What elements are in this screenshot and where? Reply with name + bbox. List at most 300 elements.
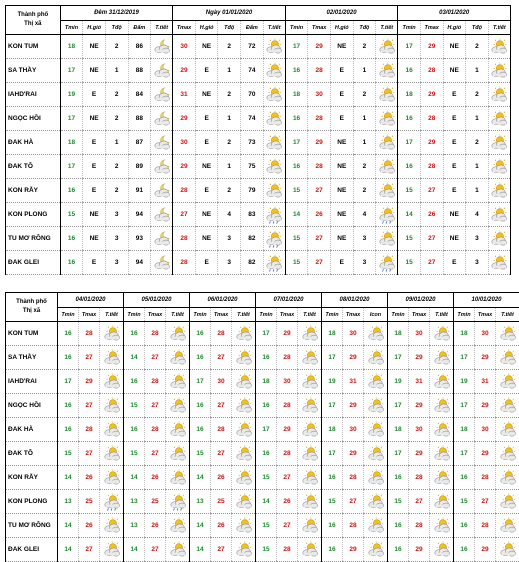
sun-cloud-icon xyxy=(498,349,518,366)
value-cell: 28 xyxy=(308,155,331,179)
value-cell: 27 xyxy=(475,490,496,514)
value-cell: 1 xyxy=(353,107,376,131)
value-cell: 29 xyxy=(409,346,430,370)
sun-cloud-icon xyxy=(432,517,452,534)
weather-icon-cell xyxy=(488,203,510,227)
weather-icon-cell xyxy=(430,538,454,562)
date-header: 06/01/2020 xyxy=(190,293,256,308)
weather-icon-cell xyxy=(298,442,322,466)
value-cell: 72 xyxy=(241,35,264,59)
value-cell: 17 xyxy=(60,155,83,179)
value-cell: NE xyxy=(443,59,466,83)
value-cell: 15 xyxy=(285,227,308,251)
weather-icon-cell xyxy=(376,203,398,227)
value-cell: 19 xyxy=(454,370,475,394)
value-cell: E xyxy=(443,179,466,203)
weather-icon-cell xyxy=(376,179,398,203)
value-cell: 88 xyxy=(128,107,151,131)
value-cell: 26 xyxy=(79,466,100,490)
table-row xyxy=(6,442,519,466)
value-cell: E xyxy=(83,155,106,179)
value-cell: E xyxy=(443,131,466,155)
value-cell: 17 xyxy=(190,370,211,394)
value-cell: 2 xyxy=(105,107,128,131)
weather-icon-cell xyxy=(298,490,322,514)
sun-cloud-icon xyxy=(168,421,188,438)
weather-icon-cell xyxy=(364,346,388,370)
sun-cloud-icon xyxy=(432,349,452,366)
sun-cloud-icon xyxy=(102,517,122,534)
value-cell: 30 xyxy=(475,418,496,442)
sun-cloud-icon xyxy=(366,517,386,534)
value-cell: 17 xyxy=(58,370,79,394)
value-cell: 25 xyxy=(145,490,166,514)
value-cell: 27 xyxy=(308,251,331,275)
weather-icon-cell xyxy=(298,346,322,370)
value-cell: NE xyxy=(195,227,218,251)
value-cell: 17 xyxy=(256,418,277,442)
value-cell: 1 xyxy=(218,155,241,179)
value-cell: 17 xyxy=(454,442,475,466)
value-cell: 2 xyxy=(218,83,241,107)
weather-icon-cell xyxy=(151,59,173,83)
value-cell: 16 xyxy=(60,251,83,275)
value-cell: 17 xyxy=(285,131,308,155)
value-cell: 1 xyxy=(105,59,128,83)
value-cell: 15 xyxy=(58,442,79,466)
weather-icon-cell xyxy=(232,442,256,466)
weather-icon-cell xyxy=(100,466,124,490)
sun-cloud-icon xyxy=(102,421,122,438)
column-label: T.tiết xyxy=(263,21,285,35)
value-cell: 13 xyxy=(58,490,79,514)
value-cell: NE xyxy=(330,203,353,227)
weather-icon-cell xyxy=(263,179,285,203)
table-row xyxy=(6,514,519,538)
weather-icon-cell xyxy=(430,370,454,394)
value-cell: 26 xyxy=(211,514,232,538)
sun-cloud-icon xyxy=(300,469,320,486)
sun-cloud-icon xyxy=(168,445,188,462)
value-cell: 17 xyxy=(322,394,343,418)
weather-icon-cell xyxy=(376,35,398,59)
value-cell: 16 xyxy=(58,346,79,370)
weather-icon-cell xyxy=(100,370,124,394)
rain-sun-icon xyxy=(168,493,188,510)
sun-cloud-icon xyxy=(366,541,386,558)
date-header: 04/01/2020 xyxy=(58,293,124,308)
column-label: Tđộ xyxy=(466,21,489,35)
value-cell: 17 xyxy=(388,394,409,418)
city-name: ĐAK GLEI xyxy=(6,251,61,275)
value-cell: 2 xyxy=(105,35,128,59)
value-cell: 1 xyxy=(218,107,241,131)
value-cell: 30 xyxy=(409,418,430,442)
value-cell: E xyxy=(195,107,218,131)
table-row xyxy=(6,370,519,394)
value-cell: 18 xyxy=(60,131,83,155)
weather-icon-cell xyxy=(376,251,398,275)
date-header: 02/01/2020 xyxy=(285,6,398,21)
value-cell: 25 xyxy=(79,490,100,514)
weather-icon-cell xyxy=(488,35,510,59)
rain-sun-icon xyxy=(377,254,397,271)
sun-cloud-icon xyxy=(498,517,518,534)
value-cell: E xyxy=(195,251,218,275)
sun-cloud-icon xyxy=(300,373,320,390)
value-cell: 1 xyxy=(466,179,489,203)
value-cell: 29 xyxy=(173,107,196,131)
weather-icon-cell xyxy=(151,227,173,251)
value-cell: 30 xyxy=(308,83,331,107)
date-header: 05/01/2020 xyxy=(124,293,190,308)
value-cell: 18 xyxy=(388,418,409,442)
column-label: Tmax xyxy=(343,308,364,322)
sun-cloud-icon xyxy=(234,325,254,342)
rain-sun-icon xyxy=(377,206,397,223)
value-cell: 29 xyxy=(409,538,430,562)
date-header: 07/01/2020 xyxy=(256,293,322,308)
column-label: T.tiết xyxy=(151,21,173,35)
weather-icon-cell xyxy=(151,179,173,203)
value-cell: 28 xyxy=(343,466,364,490)
value-cell: 16 xyxy=(124,418,145,442)
sun-cloud-icon xyxy=(498,469,518,486)
sun-cloud-icon xyxy=(168,373,188,390)
date-header: Ngày 01/01/2020 xyxy=(173,6,286,21)
value-cell: 29 xyxy=(475,394,496,418)
value-cell: 16 xyxy=(190,418,211,442)
weather-icon-cell xyxy=(298,418,322,442)
city-name: KON RẪY xyxy=(6,179,61,203)
value-cell: 74 xyxy=(241,107,264,131)
column-label: Đẩm xyxy=(241,21,264,35)
value-cell: 29 xyxy=(475,538,496,562)
table-row xyxy=(6,538,519,562)
weather-icon-cell xyxy=(166,370,190,394)
value-cell: 28 xyxy=(79,418,100,442)
value-cell: 16 xyxy=(454,538,475,562)
column-label: Tmin xyxy=(190,308,211,322)
weather-icon-cell xyxy=(488,131,510,155)
value-cell: 2 xyxy=(466,35,489,59)
weather-icon-cell xyxy=(263,131,285,155)
value-cell: 14 xyxy=(285,203,308,227)
weather-icon-cell xyxy=(430,346,454,370)
weather-icon-cell xyxy=(430,442,454,466)
value-cell: 15 xyxy=(60,203,83,227)
value-cell: 31 xyxy=(475,370,496,394)
value-cell: 93 xyxy=(128,227,151,251)
value-cell: 27 xyxy=(145,538,166,562)
column-label: Tmin xyxy=(388,308,409,322)
city-name: KON TUM xyxy=(6,35,61,59)
value-cell: 18 xyxy=(256,370,277,394)
sun-cloud-icon xyxy=(234,373,254,390)
table-row xyxy=(6,490,519,514)
sun-cloud-icon xyxy=(300,517,320,534)
column-label: Tmax xyxy=(211,308,232,322)
weather-icon-cell xyxy=(376,155,398,179)
value-cell: 29 xyxy=(277,418,298,442)
value-cell: 26 xyxy=(211,466,232,490)
value-cell: 2 xyxy=(218,179,241,203)
column-label: T.tiết xyxy=(430,308,454,322)
table-row xyxy=(6,107,511,131)
value-cell: 27 xyxy=(79,394,100,418)
value-cell: E xyxy=(195,179,218,203)
date-header: 10/01/2020 xyxy=(454,293,519,308)
sun-cloud-icon xyxy=(234,397,254,414)
value-cell: 19 xyxy=(388,370,409,394)
value-cell: E xyxy=(83,179,106,203)
sun-cloud-icon xyxy=(432,397,452,414)
value-cell: 27 xyxy=(211,394,232,418)
value-cell: E xyxy=(443,251,466,275)
weather-icon-cell xyxy=(232,322,256,346)
value-cell: 16 xyxy=(256,394,277,418)
value-cell: 16 xyxy=(256,346,277,370)
value-cell: 30 xyxy=(211,370,232,394)
value-cell: 16 xyxy=(322,538,343,562)
value-cell: 26 xyxy=(277,490,298,514)
value-cell: 28 xyxy=(173,227,196,251)
weather-icon-cell xyxy=(488,251,510,275)
value-cell: 28 xyxy=(277,538,298,562)
city-name: KON RẪY xyxy=(6,466,58,490)
weather-icon-cell xyxy=(263,155,285,179)
value-cell: 26 xyxy=(145,466,166,490)
value-cell: 17 xyxy=(454,394,475,418)
sun-cloud-icon xyxy=(498,493,518,510)
column-label: Đẩm xyxy=(128,21,151,35)
value-cell: 16 xyxy=(60,179,83,203)
column-label: Tmax xyxy=(145,308,166,322)
sun-cloud-icon xyxy=(168,397,188,414)
sun-cloud-icon xyxy=(489,206,509,223)
city-name: ĐAK GLEI xyxy=(6,538,58,562)
value-cell: E xyxy=(443,107,466,131)
value-cell: 83 xyxy=(241,203,264,227)
value-cell: 1 xyxy=(466,59,489,83)
weather-icon-cell xyxy=(496,418,519,442)
sun-cloud-icon xyxy=(489,110,509,127)
value-cell: 3 xyxy=(353,227,376,251)
value-cell: 28 xyxy=(420,107,443,131)
weather-icon-cell xyxy=(100,514,124,538)
column-label: Tmax xyxy=(173,21,196,35)
sun-cloud-icon xyxy=(300,325,320,342)
weather-icon-cell xyxy=(430,466,454,490)
value-cell: 26 xyxy=(308,203,331,227)
weather-icon-cell xyxy=(496,322,519,346)
column-label: Tmin xyxy=(285,21,308,35)
sun-cloud-icon xyxy=(432,493,452,510)
sun-cloud-icon xyxy=(366,349,386,366)
value-cell: 18 xyxy=(454,418,475,442)
weather-icon-cell xyxy=(430,394,454,418)
date-row xyxy=(6,6,511,21)
sun-cloud-icon xyxy=(377,86,397,103)
sun-cloud-icon xyxy=(264,182,284,199)
city-name: ĐAK HÀ xyxy=(6,131,61,155)
value-cell: 89 xyxy=(128,155,151,179)
value-cell: 28 xyxy=(211,322,232,346)
value-cell: 2 xyxy=(105,179,128,203)
value-cell: 29 xyxy=(173,59,196,83)
weather-icon-cell xyxy=(166,346,190,370)
value-cell: 2 xyxy=(105,155,128,179)
weather-icon-cell xyxy=(376,131,398,155)
value-cell: 17 xyxy=(60,59,83,83)
sun-cloud-icon xyxy=(102,325,122,342)
sun-cloud-icon xyxy=(234,541,254,558)
sun-cloud-icon xyxy=(234,349,254,366)
value-cell: 16 xyxy=(388,466,409,490)
value-cell: 18 xyxy=(454,322,475,346)
weather-icon-cell xyxy=(488,179,510,203)
value-cell: E xyxy=(443,155,466,179)
value-cell: 28 xyxy=(308,59,331,83)
value-cell: 29 xyxy=(420,83,443,107)
weather-icon-cell xyxy=(298,394,322,418)
value-cell: 14 xyxy=(190,466,211,490)
weather-icon-cell xyxy=(496,394,519,418)
value-cell: 30 xyxy=(343,418,364,442)
sun-cloud-icon xyxy=(300,421,320,438)
value-cell: 86 xyxy=(128,35,151,59)
value-cell: 82 xyxy=(241,251,264,275)
sun-cloud-icon xyxy=(489,254,509,271)
column-label: T.tiết xyxy=(488,21,510,35)
weather-icon-cell xyxy=(430,490,454,514)
value-cell: 27 xyxy=(145,346,166,370)
value-cell: 2 xyxy=(105,83,128,107)
sun-cloud-icon xyxy=(366,445,386,462)
table-row xyxy=(6,346,519,370)
weather-icon-cell xyxy=(151,35,173,59)
sun-cloud-icon xyxy=(432,373,452,390)
value-cell: 17 xyxy=(285,35,308,59)
value-cell: 26 xyxy=(79,514,100,538)
sun-cloud-icon xyxy=(498,445,518,462)
sun-cloud-icon xyxy=(377,134,397,151)
sun-cloud-icon xyxy=(300,397,320,414)
value-cell: E xyxy=(330,107,353,131)
cloud-night-icon xyxy=(152,86,172,103)
value-cell: 16 xyxy=(322,514,343,538)
sun-cloud-icon xyxy=(377,38,397,55)
weather-icon-cell xyxy=(376,107,398,131)
value-cell: 14 xyxy=(190,514,211,538)
weather-icon-cell xyxy=(166,538,190,562)
value-cell: 2 xyxy=(353,179,376,203)
value-cell: NE xyxy=(330,155,353,179)
sun-cloud-icon xyxy=(377,158,397,175)
table-row xyxy=(6,394,519,418)
weather-icon-cell xyxy=(166,514,190,538)
sun-cloud-icon xyxy=(300,349,320,366)
value-cell: 29 xyxy=(308,131,331,155)
value-cell: NE xyxy=(83,107,106,131)
value-cell: 16 xyxy=(60,227,83,251)
column-label: Tđộ xyxy=(218,21,241,35)
sun-cloud-icon xyxy=(366,397,386,414)
value-cell: 1 xyxy=(353,131,376,155)
city-column-header xyxy=(6,6,61,35)
value-cell: 84 xyxy=(128,83,151,107)
cloud-night-icon xyxy=(152,38,172,55)
value-cell: 3 xyxy=(105,203,128,227)
value-cell: 16 xyxy=(58,394,79,418)
sun-cloud-icon xyxy=(300,493,320,510)
value-cell: 14 xyxy=(190,538,211,562)
weather-icon-cell xyxy=(364,538,388,562)
column-label: Tđộ xyxy=(105,21,128,35)
value-cell: 88 xyxy=(128,59,151,83)
value-cell: 27 xyxy=(211,538,232,562)
value-cell: E xyxy=(330,251,353,275)
value-cell: 87 xyxy=(128,131,151,155)
cloud-night-icon xyxy=(152,134,172,151)
value-cell: 16 xyxy=(454,514,475,538)
sun-cloud-icon xyxy=(300,445,320,462)
value-cell: 29 xyxy=(343,442,364,466)
sun-cloud-icon xyxy=(432,421,452,438)
weather-icon-cell xyxy=(488,227,510,251)
sun-cloud-icon xyxy=(264,62,284,79)
value-cell: 16 xyxy=(398,107,421,131)
weather-icon-cell xyxy=(263,35,285,59)
sun-cloud-icon xyxy=(264,158,284,175)
value-cell: 16 xyxy=(124,370,145,394)
value-cell: 2 xyxy=(353,35,376,59)
value-cell: NE xyxy=(443,35,466,59)
value-cell: 17 xyxy=(454,346,475,370)
value-cell: 18 xyxy=(60,35,83,59)
sun-cloud-icon xyxy=(489,158,509,175)
city-name: KON PLONG xyxy=(6,203,61,227)
value-cell: 28 xyxy=(145,418,166,442)
value-cell: 28 xyxy=(420,155,443,179)
weather-icon-cell xyxy=(232,418,256,442)
value-cell: NE xyxy=(330,35,353,59)
value-cell: 91 xyxy=(128,179,151,203)
value-cell: 30 xyxy=(475,322,496,346)
value-cell: 14 xyxy=(58,466,79,490)
weather-icon-cell xyxy=(496,466,519,490)
value-cell: 16 xyxy=(398,155,421,179)
value-cell: NE xyxy=(195,155,218,179)
value-cell: 18 xyxy=(388,322,409,346)
column-label: Tmin xyxy=(256,308,277,322)
value-cell: 27 xyxy=(145,442,166,466)
value-cell: NE xyxy=(83,227,106,251)
value-cell: 15 xyxy=(398,179,421,203)
value-cell: 29 xyxy=(173,155,196,179)
value-cell: 29 xyxy=(420,35,443,59)
value-cell: 28 xyxy=(145,322,166,346)
weather-icon-cell xyxy=(100,538,124,562)
value-cell: 15 xyxy=(285,179,308,203)
sun-cloud-icon xyxy=(102,445,122,462)
weather-icon-cell xyxy=(298,370,322,394)
value-cell: 94 xyxy=(128,251,151,275)
sun-cloud-icon xyxy=(377,230,397,247)
weather-icon-cell xyxy=(496,514,519,538)
value-cell: 15 xyxy=(190,442,211,466)
value-cell: 15 xyxy=(398,227,421,251)
